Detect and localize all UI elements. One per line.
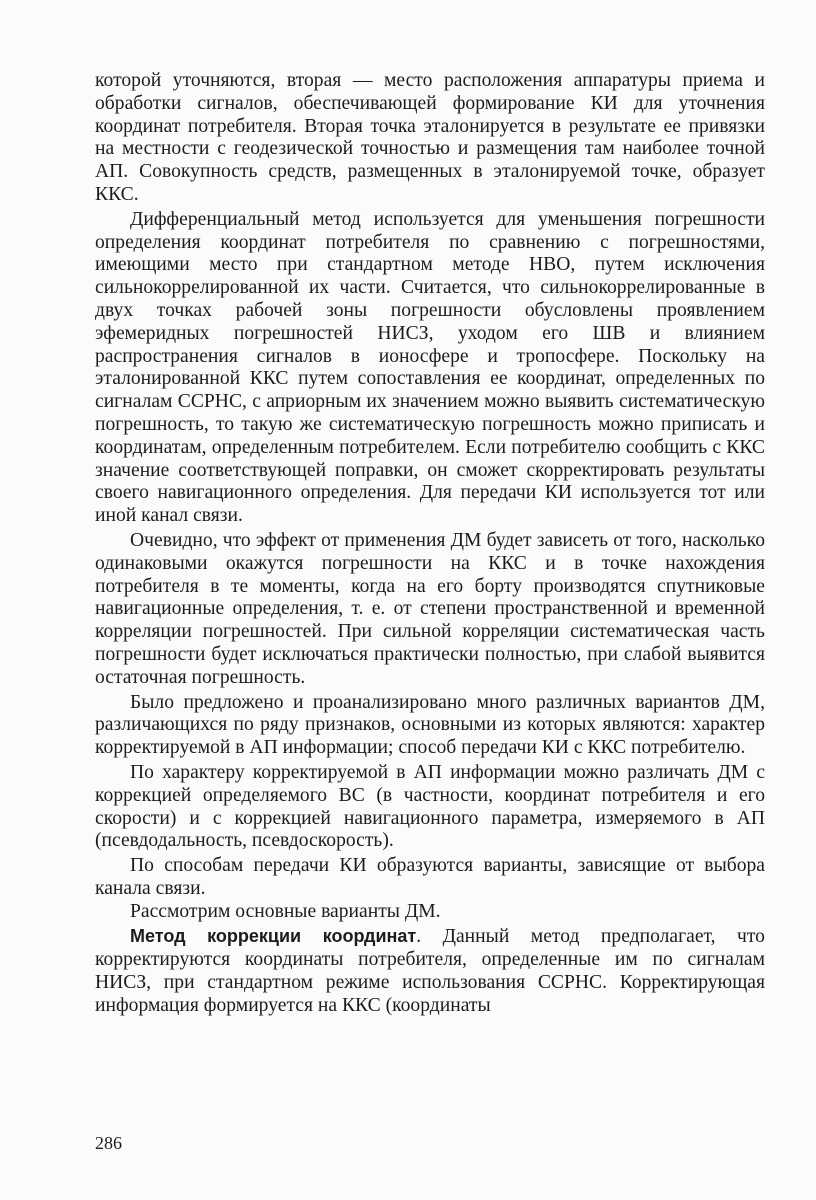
paragraph-effect: Очевидно, что эффект от применения ДМ будет зависеть от того, насколько одинаковыми окажутся погрешности на ККС и в точке нахождения потребителя в те моменты, когда на его борту производятся спутниковые навигационные определения, т. е. от степени пространственной и временной корреляции погрешностей. При сильной корреляции систематическая часть погрешности будет исключаться практически полностью, при слабой выявится остаточная погрешность.	[95, 529, 765, 688]
paragraph-variants: Было предложено и проанализировано много различных вариантов ДМ, различающихся по ряду признаков, основными из которых являются: характер корректируемой в АП информации; способ передачи КИ с ККС потребителю.	[95, 691, 765, 759]
section-heading: Метод коррекции координат	[130, 926, 417, 947]
body-text	[95, 70, 765, 1018]
paragraph-coordinate-correction	[95, 925, 765, 1017]
page-number: 286	[95, 1133, 122, 1153]
section-text: . Данный метод предполагает, что корректируются координаты потребителя, определенные им по сигналам НИСЗ, при стандартном режиме использования ССРНС. Корректирующая информация формируется на ККС (координаты	[95, 926, 765, 1016]
paragraph-differential-method: Дифференциальный метод используется для уменьшения погрешности определения координат потребителя по сравнению с погрешностями, имеющими место при стандартном методе НВО, путем исключения сильнокоррелированной их части. Считается, что сильнокоррелированные в двух точках рабочей зоны погрешности обусловлены проявлением эфемеридных погрешностей НИСЗ, уходом его ШВ и влиянием распространения сигналов в ионосфере и тропосфере. Поскольку на эталонированной ККС путем сопоставления ее координат, определенных по сигналам ССРНС, с априорным их значением можно выявить систематическую погрешность, то такую же систематическую погрешность можно приписать и координатам, определенным потребителем. Если потребителю сообщить с ККС значение соответствующей поправки, он сможет скорректировать результаты своего навигационного определения. Для передачи КИ используется тот или иной канал связи.	[95, 208, 765, 527]
paragraph-transmission: По способам передачи КИ образуются варианты, зависящие от выбора канала связи.	[95, 855, 765, 899]
paragraph-continuation: которой уточняются, вторая — место расположения аппаратуры приема и обработки сигналов, обеспечивающей формирование КИ для уточнения координат потребителя. Вторая точка эталонируется в результате ее привязки на местности с геодезической точностью и размещения там наиболее точной АП. Совокупность средств, размещенных в эталонируемой точке, образует ККС.	[95, 70, 765, 205]
paragraph-correction-character: По характеру корректируемой в АП информации можно различать ДМ с коррекцией определяемого ВС (в частности, координат потребителя и его скорости) и с коррекцией навигационного параметра, измеряемого в АП (псевдодальность, псевдоскорость).	[95, 761, 765, 852]
paragraph-consider: Рассмотрим основные варианты ДМ.	[130, 900, 441, 922]
